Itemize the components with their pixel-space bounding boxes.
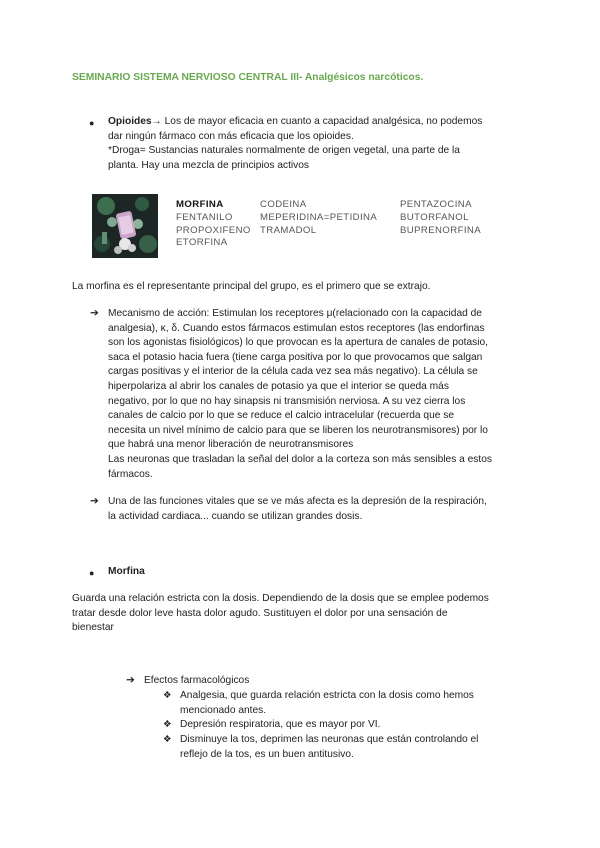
mecanismo-line: que habrá una menor liberación de neurotransmisores <box>108 439 354 451</box>
mecanismo-line: son los agonistas fisiológicos) lo que provocan es la apertura de canales de potasio, <box>108 337 489 349</box>
diamond-bullet-icon: ❖ <box>163 719 172 730</box>
efecto-line: Disminuye la tos, deprimen las neuronas que están controlando el <box>180 734 479 745</box>
efectos-arrow-icon: ➔ <box>126 674 135 686</box>
mecanismo-line: canales de calcio por lo que se reduce el calcio intracelular (recuerda que se <box>108 410 455 422</box>
morfina-heading: Morfina <box>108 566 145 577</box>
dosis-paragraph <box>72 592 532 636</box>
opioides-bullet: ● <box>89 118 95 128</box>
drug-item: ETORFINA <box>176 237 228 249</box>
morfina-bullet: ● <box>89 568 95 578</box>
efecto-item-depresion <box>180 718 380 733</box>
opioides-line-2: dar ningún fármaco con más eficacia que los opioides. <box>108 130 354 142</box>
dosis-line: bienestar <box>72 622 114 634</box>
diamond-bullet-icon: ❖ <box>163 734 172 745</box>
opioides-line-3: *Droga= Sustancias naturales normalmente de origen vegetal, una parte de la <box>108 145 460 157</box>
opioides-line-4: planta. Hay una mezcla de principios activos <box>108 159 310 171</box>
efecto-item-tos <box>180 733 478 762</box>
drug-item: TRAMADOL <box>260 224 317 236</box>
opioides-line-1: Los de mayor eficacia en cuanto a capacidad analgésica, no podemos <box>161 116 483 127</box>
opioides-paragraph <box>108 115 538 173</box>
dosis-line: tratar desde dolor leve hasta dolor agudo. Sustituyen el dolor por una sensación de <box>72 607 448 619</box>
opioides-term: Opioides <box>108 116 152 127</box>
mecanismo-line: fármacos. <box>108 468 153 480</box>
mecanismo-line: Mecanismo de acción: Estimulan los receptores μ(relacionado con la capacidad de <box>108 308 482 319</box>
mecanismo-line: negativo, por lo que no hay sinapsis ni transmisión nerviosa. A su vez cierra los <box>108 395 466 407</box>
efecto-line: Analgesia, que guarda relación estricta con la dosis como hemos <box>180 690 474 701</box>
drug-item: MEPERIDINA=PETIDINA <box>260 211 378 223</box>
morfina-intro: La morfina es el representante principal del grupo, es el primero que se extrajo. <box>72 281 431 292</box>
drug-item: MORFINA <box>176 199 224 210</box>
funciones-line: Una de las funciones vitales que se ve más afecta es la depresión de la respiración, <box>108 496 487 507</box>
funciones-paragraph <box>108 495 538 524</box>
mecanismo-line: Las neuronas que trasladan la señal del dolor a la corteza son más sensibles a estos <box>108 453 492 465</box>
diamond-bullet-icon: ❖ <box>163 690 172 701</box>
funciones-line: la actividad cardiaca... cuando se utilizan grandes dosis. <box>108 510 363 522</box>
funciones-arrow-icon: ➔ <box>90 495 99 507</box>
mecanismo-paragraph <box>108 307 538 482</box>
drug-column-1 <box>176 199 251 250</box>
drug-item: PROPOXIFENO <box>176 224 251 236</box>
document-title: SEMINARIO SISTEMA NERVIOSO CENTRAL III- Analgésicos narcóticos. <box>72 72 424 83</box>
opioides-arrow: → <box>151 116 162 127</box>
opium-poppy-image <box>92 194 158 258</box>
efecto-line: mencionado antes. <box>180 704 267 716</box>
efecto-line: reflejo de la tos, es un buen antitusivo. <box>180 748 354 760</box>
drug-column-3 <box>400 199 481 237</box>
drug-item: BUTORFANOL <box>400 211 469 223</box>
mecanismo-arrow-icon: ➔ <box>90 307 99 319</box>
mecanismo-line: necesita un nivel mínimo de calcio para que se liberen los neurotransmisores) por lo <box>108 424 488 436</box>
mecanismo-line: cargas positivas y el interior de la célula cada vez sea más negativo). La célula se <box>108 366 478 378</box>
efectos-label: Efectos farmacológicos <box>144 675 250 686</box>
efecto-item-analgesia <box>180 689 474 718</box>
drug-item: PENTAZOCINA <box>400 199 472 210</box>
drug-column-2 <box>260 199 377 237</box>
mecanismo-line: saca el potasio hacia fuera (tiene carga positiva por lo que provocamos que salgan <box>108 351 483 363</box>
mecanismo-line: analgesia), κ, δ. Cuando estos fármacos estimulan estos receptores (las endorfinas <box>108 322 485 334</box>
drug-item: BUPRENORFINA <box>400 224 482 236</box>
mecanismo-line: hiperpolariza al abrir los canales de potasio ya que el interior se queda más <box>108 380 449 392</box>
efecto-line: Depresión respiratoria, que es mayor por VI. <box>180 719 381 730</box>
dosis-line: Guarda una relación estricta con la dosis. Dependiendo de la dosis que se emplee podemos <box>72 593 489 604</box>
drug-item: CODEINA <box>260 199 307 210</box>
drug-item: FENTANILO <box>176 211 233 223</box>
